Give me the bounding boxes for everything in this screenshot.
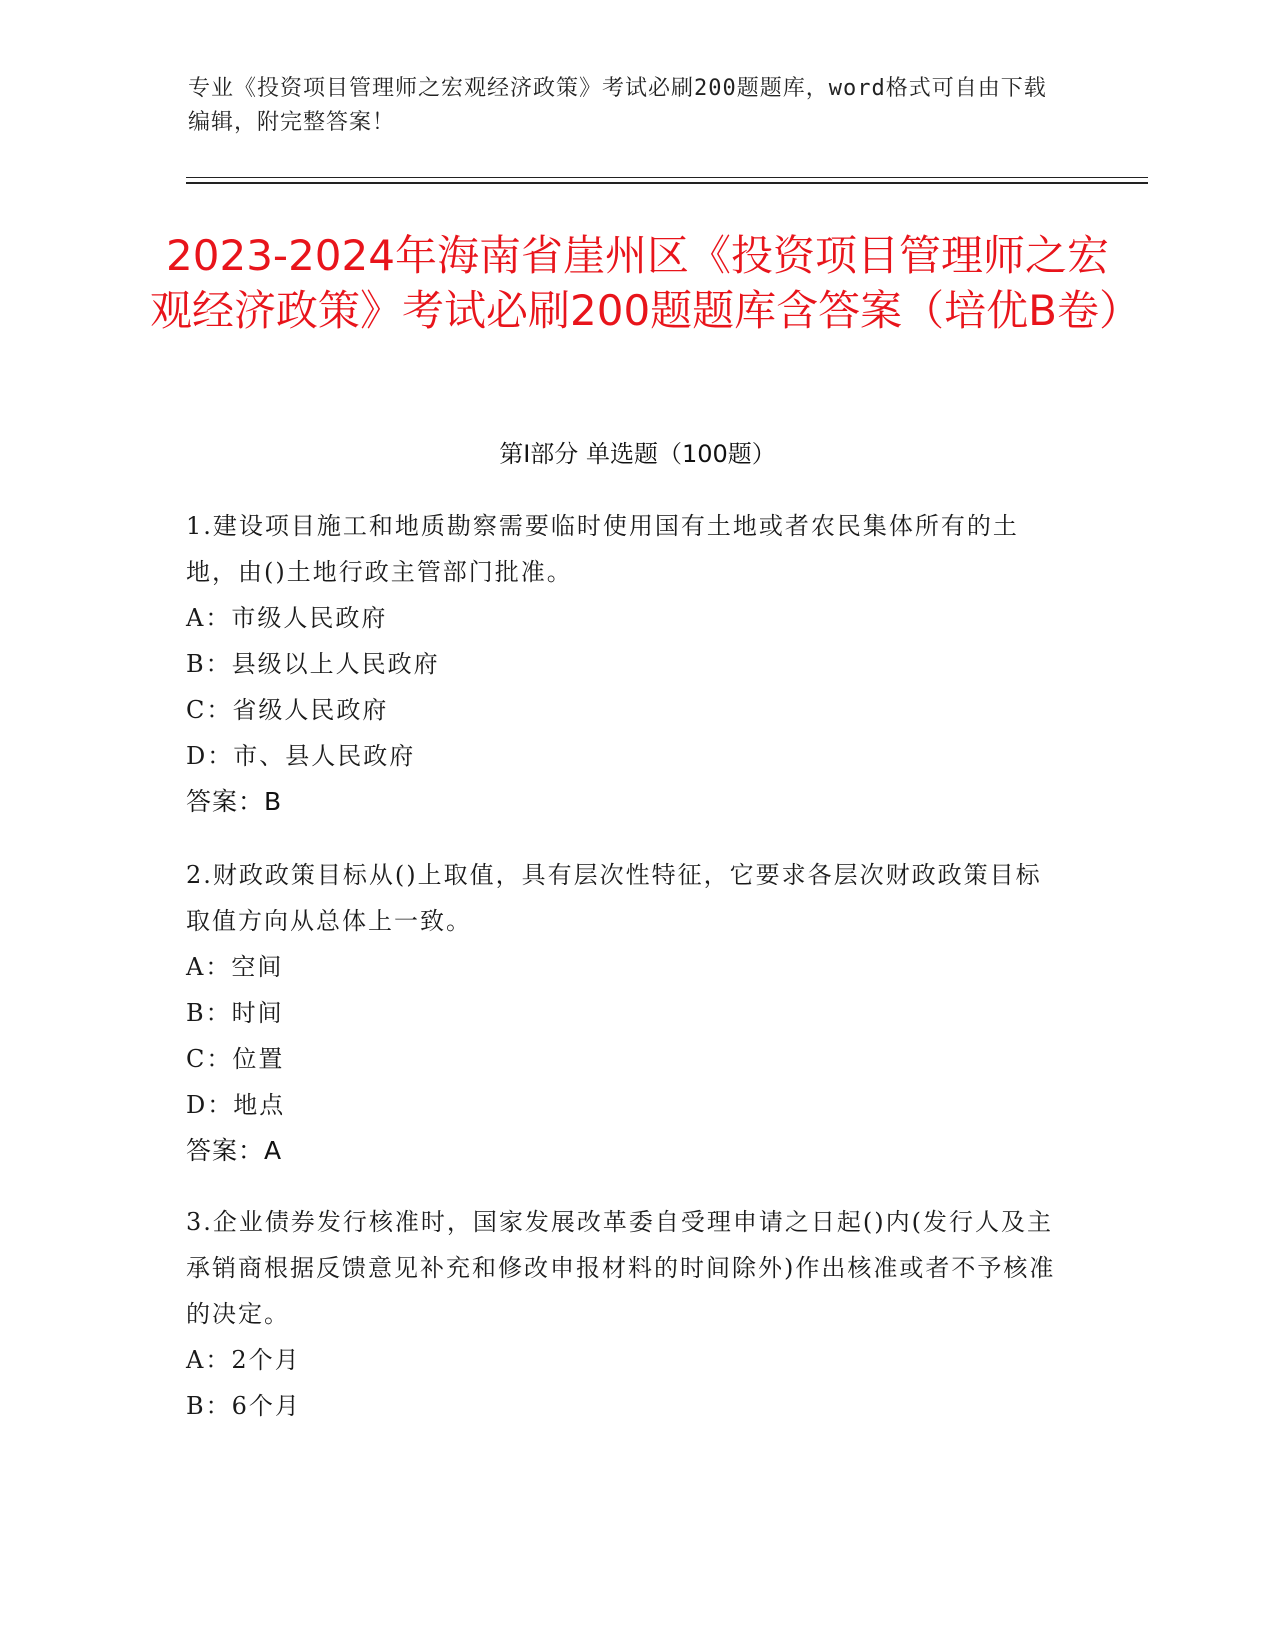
option-c: C：省级人民政府 bbox=[186, 696, 389, 724]
question-2 bbox=[186, 852, 1066, 1174]
option-d: D：地点 bbox=[186, 1091, 286, 1119]
option-b: B：县级以上人民政府 bbox=[186, 650, 440, 678]
question-stem: 3.企业债券发行核准时，国家发展改革委自受理申请之日起()内(发行人及主承销商根据反馈意见补充和修改申报材料的时间除外)作出核准或者不予核准的决定。 bbox=[186, 1208, 1056, 1328]
option-a: A：市级人民政府 bbox=[186, 604, 388, 632]
question-1 bbox=[186, 503, 1066, 825]
option-c: C：位置 bbox=[186, 1045, 285, 1073]
answer-line: 答案：A bbox=[186, 1136, 283, 1165]
header-divider-thin bbox=[186, 177, 1148, 178]
question-stem: 2.财政政策目标从()上取值，具有层次性特征，它要求各层次财政政策目标取值方向从总体上一致。 bbox=[186, 861, 1042, 935]
header-note: 专业《投资项目管理师之宏观经济政策》考试必刷200题题库，word格式可自由下载编辑，附完整答案！ bbox=[188, 76, 1047, 135]
option-a: A：空间 bbox=[186, 953, 284, 981]
option-a: A：2个月 bbox=[186, 1346, 301, 1374]
answer-line: 答案：B bbox=[186, 787, 283, 816]
section-title: 第Ⅰ部分 单选题（100题） bbox=[499, 440, 776, 468]
option-d: D：市、县人民政府 bbox=[186, 742, 416, 770]
question-3 bbox=[186, 1199, 1066, 1429]
question-stem: 1.建设项目施工和地质勘察需要临时使用国有土地或者农民集体所有的土地，由()土地行政主管部门批准。 bbox=[186, 512, 1019, 586]
option-b: B：时间 bbox=[186, 999, 284, 1027]
header-divider-thick bbox=[186, 182, 1148, 184]
option-b: B：6个月 bbox=[186, 1392, 301, 1420]
document-title: 2023-2024年海南省崖州区《投资项目管理师之宏观经济政策》考试必刷200题题库含答案（培优B卷） bbox=[150, 231, 1141, 335]
